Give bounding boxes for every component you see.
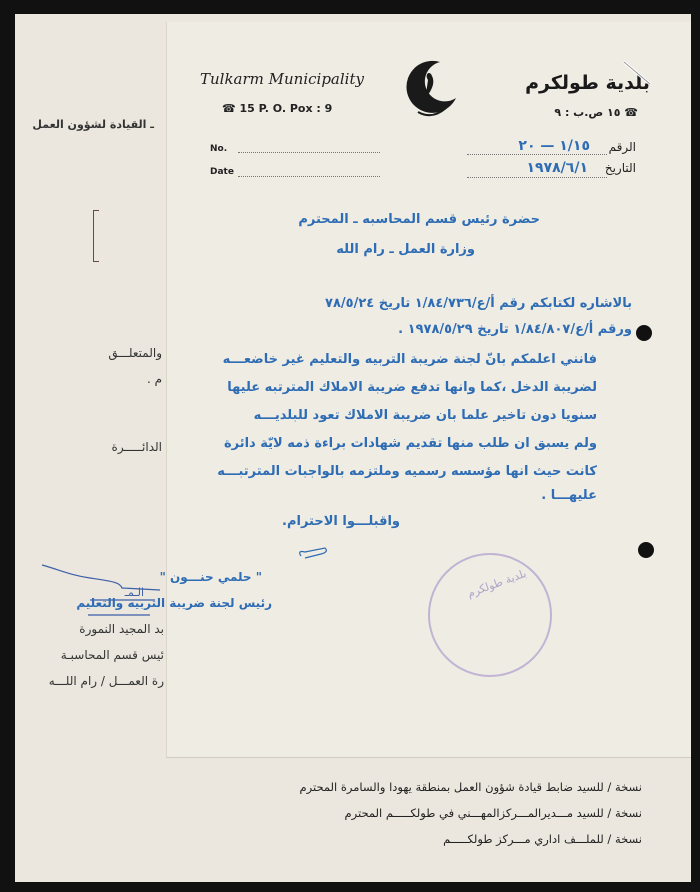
signatory-name: " حلمي حنـــون " bbox=[159, 570, 262, 584]
stamp-text: بلدية طولكرم bbox=[465, 566, 529, 601]
arabic-contact: ☎ ١٥ ص.ب : ٩ bbox=[554, 106, 638, 119]
punch-hole bbox=[638, 542, 654, 558]
underlying-dept: رة العمـــل / رام اللـــه bbox=[48, 674, 164, 688]
no-label: No. bbox=[210, 144, 228, 154]
date-ar-field-line bbox=[467, 177, 607, 178]
english-name: Tulkarm Municipality bbox=[200, 70, 364, 88]
recipient-line-2: وزارة العمل ـ رام الله bbox=[336, 242, 475, 257]
cc-line: نسخة / للملـــف اداري مـــركز طولكـــــم bbox=[443, 832, 642, 846]
signatory-title: رئيس لجنة ضريبة التربيه والتعليم bbox=[76, 596, 272, 610]
bracket-mark bbox=[93, 210, 99, 262]
date-field-line bbox=[238, 176, 380, 177]
punch-hole bbox=[636, 325, 652, 341]
underlying-line-2: م . bbox=[146, 372, 162, 386]
body-line: عليهـــا . bbox=[541, 488, 597, 503]
arabic-name: بلدية طولكرم bbox=[525, 72, 650, 94]
paper-clip-mark bbox=[622, 60, 654, 88]
body-line: ورقم أ/ع/١/٨٤/٨٠٧ تاريخ ١٩٧٨/٥/٢٩ . bbox=[398, 322, 632, 337]
underlying-header: ـ القيادة لشؤون العمل bbox=[32, 118, 154, 131]
underlying-sig-line: الـمـ bbox=[124, 586, 144, 599]
body-line: ولم يسبق ان طلب منها تقديم شهادات براءة ذمه لايّة دائرة bbox=[223, 436, 597, 451]
date-label: Date bbox=[210, 167, 234, 177]
body-line: لضريبة الدخل ،كما وانها تدفع ضريبة الاملاك المترتبه عليها bbox=[227, 380, 597, 395]
ref-value: ١/١٥ — ٢٠ bbox=[518, 138, 590, 154]
closing: واقبلـــوا الاحترام. bbox=[282, 514, 400, 529]
underlying-line-3: الدائـــــرة bbox=[111, 440, 162, 454]
underlying-line-1: والمتعلـــق bbox=[108, 346, 162, 360]
underlying-title: ئيس قسم المحاسبـة bbox=[60, 648, 164, 662]
body-line: سنويا دون تاخير علما بان ضريبة الاملاك تعود للبلديـــه bbox=[253, 408, 597, 423]
cc-line: نسخة / للسيد ضابط قيادة شؤون العمل بمنطقة يهودا والسامرة المحترم bbox=[299, 780, 642, 794]
official-stamp bbox=[428, 553, 552, 677]
english-contact: ☎ 15 P. O. Pox : 9 bbox=[222, 102, 333, 115]
body-line: بالاشاره لكتابكم رقم أ/ع/١/٨٤/٧٣٦ تاريخ ٧٨/٥/٢٤ bbox=[325, 296, 632, 311]
recipient-line-1: حضرة رئيس قسم المحاسبه ـ المحترم bbox=[298, 212, 540, 227]
municipality-logo bbox=[400, 58, 462, 120]
body-line: فانني اعلمكم بانّ لجنة ضريبة التربيه والتعليم غير خاضعـــه bbox=[222, 352, 597, 367]
no-field-line bbox=[238, 152, 380, 153]
underlying-name: بد المجيد النمورة bbox=[79, 622, 164, 636]
ref-label: الرقم bbox=[608, 140, 636, 154]
ref-field-line bbox=[467, 154, 607, 155]
body-line: كانت حيث انها مؤسسه رسميه وملتزمه بالواجبات المترتبـــه bbox=[217, 464, 597, 479]
date-label-ar: التاريخ bbox=[604, 161, 636, 175]
signature-scribble bbox=[295, 546, 331, 560]
date-value: ١٩٧٨/٦/١ bbox=[526, 160, 588, 176]
cc-line: نسخة / للسيد مـــديرالمـــركزالمهـــني في طولكـــــم المحترم bbox=[344, 806, 642, 820]
